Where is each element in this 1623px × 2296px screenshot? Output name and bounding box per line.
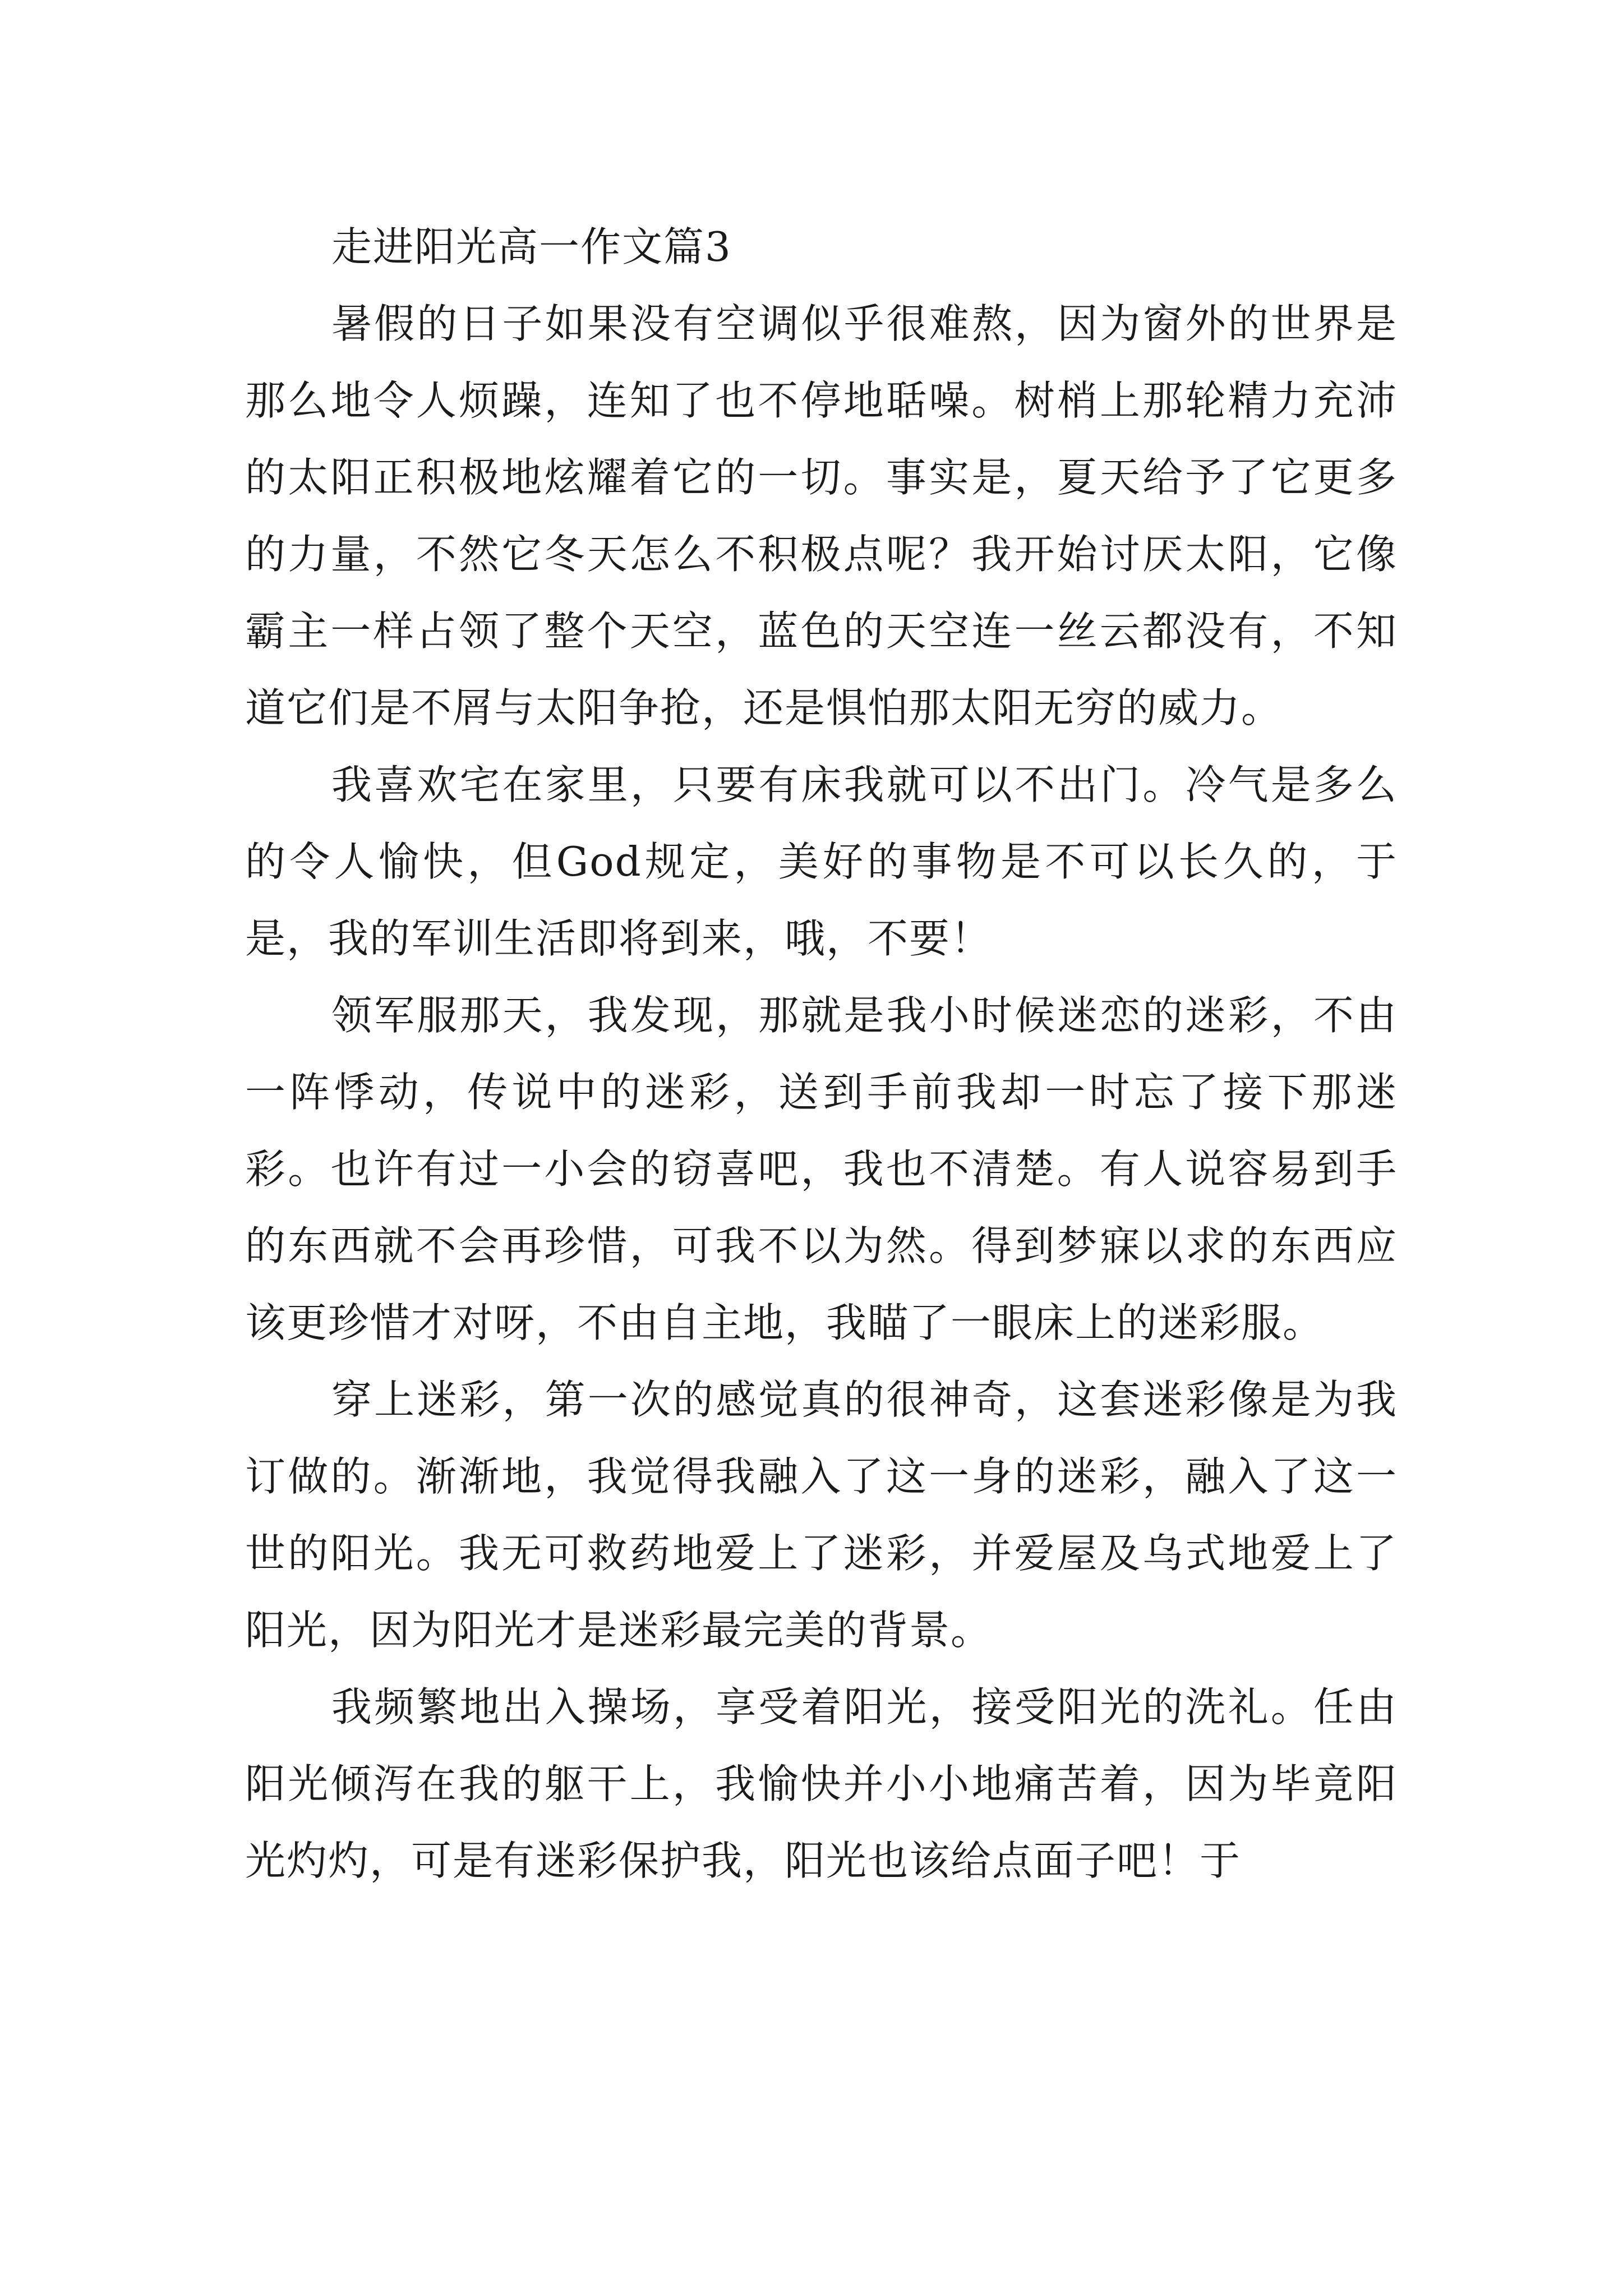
paragraph-5: 我频繁地出入操场，享受着阳光，接受阳光的洗礼。任由阳光倾泻在我的躯干上，我愉快并小小地痛苦着，因为毕竟阳光灼灼，可是有迷彩保护我，阳光也该给点面子吧！于 xyxy=(245,1683,1398,1884)
paragraph-3: 领军服那天，我发现，那就是我小时候迷恋的迷彩，不由一阵悸动，传说中的迷彩，送到手前我却一时忘了接下那迷彩。也许有过一小会的窃喜吧，我也不清楚。有人说容易到手的东西就不会再珍惜，可我不以为然。得到梦寐以求的东西应该更珍惜才对呀，不由自主地，我瞄了一眼床上的迷彩服。 xyxy=(245,992,1398,1346)
document-title: 走进阳光高一作文篇3 xyxy=(331,223,732,270)
paragraph-4: 穿上迷彩，第一次的感觉真的很神奇，这套迷彩像是为我订做的。渐渐地，我觉得我融入了这一身的迷彩，融入了这一世的阳光。我无可救药地爱上了迷彩，并爱屋及乌式地爱上了阳光，因为阳光才是迷彩最完美的背景。 xyxy=(245,1376,1398,1654)
document-body xyxy=(245,209,1398,1899)
paragraph-1: 暑假的日子如果没有空调似乎很难熬，因为窗外的世界是那么地令人烦躁，连知了也不停地聒噪。树梢上那轮精力充沛的太阳正积极地炫耀着它的一切。事实是，夏天给予了它更多的力量，不然它冬天怎么不积极点呢？我开始讨厌太阳，它像霸主一样占领了整个天空，蓝色的天空连一丝云都没有，不知道它们是不屑与太阳争抢，还是惧怕那太阳无穷的威力。 xyxy=(245,300,1398,731)
paragraph-2: 我喜欢宅在家里，只要有床我就可以不出门。冷气是多么的令人愉快，但God规定，美好的事物是不可以长久的，于是，我的军训生活即将到来，哦，不要！ xyxy=(245,761,1398,962)
